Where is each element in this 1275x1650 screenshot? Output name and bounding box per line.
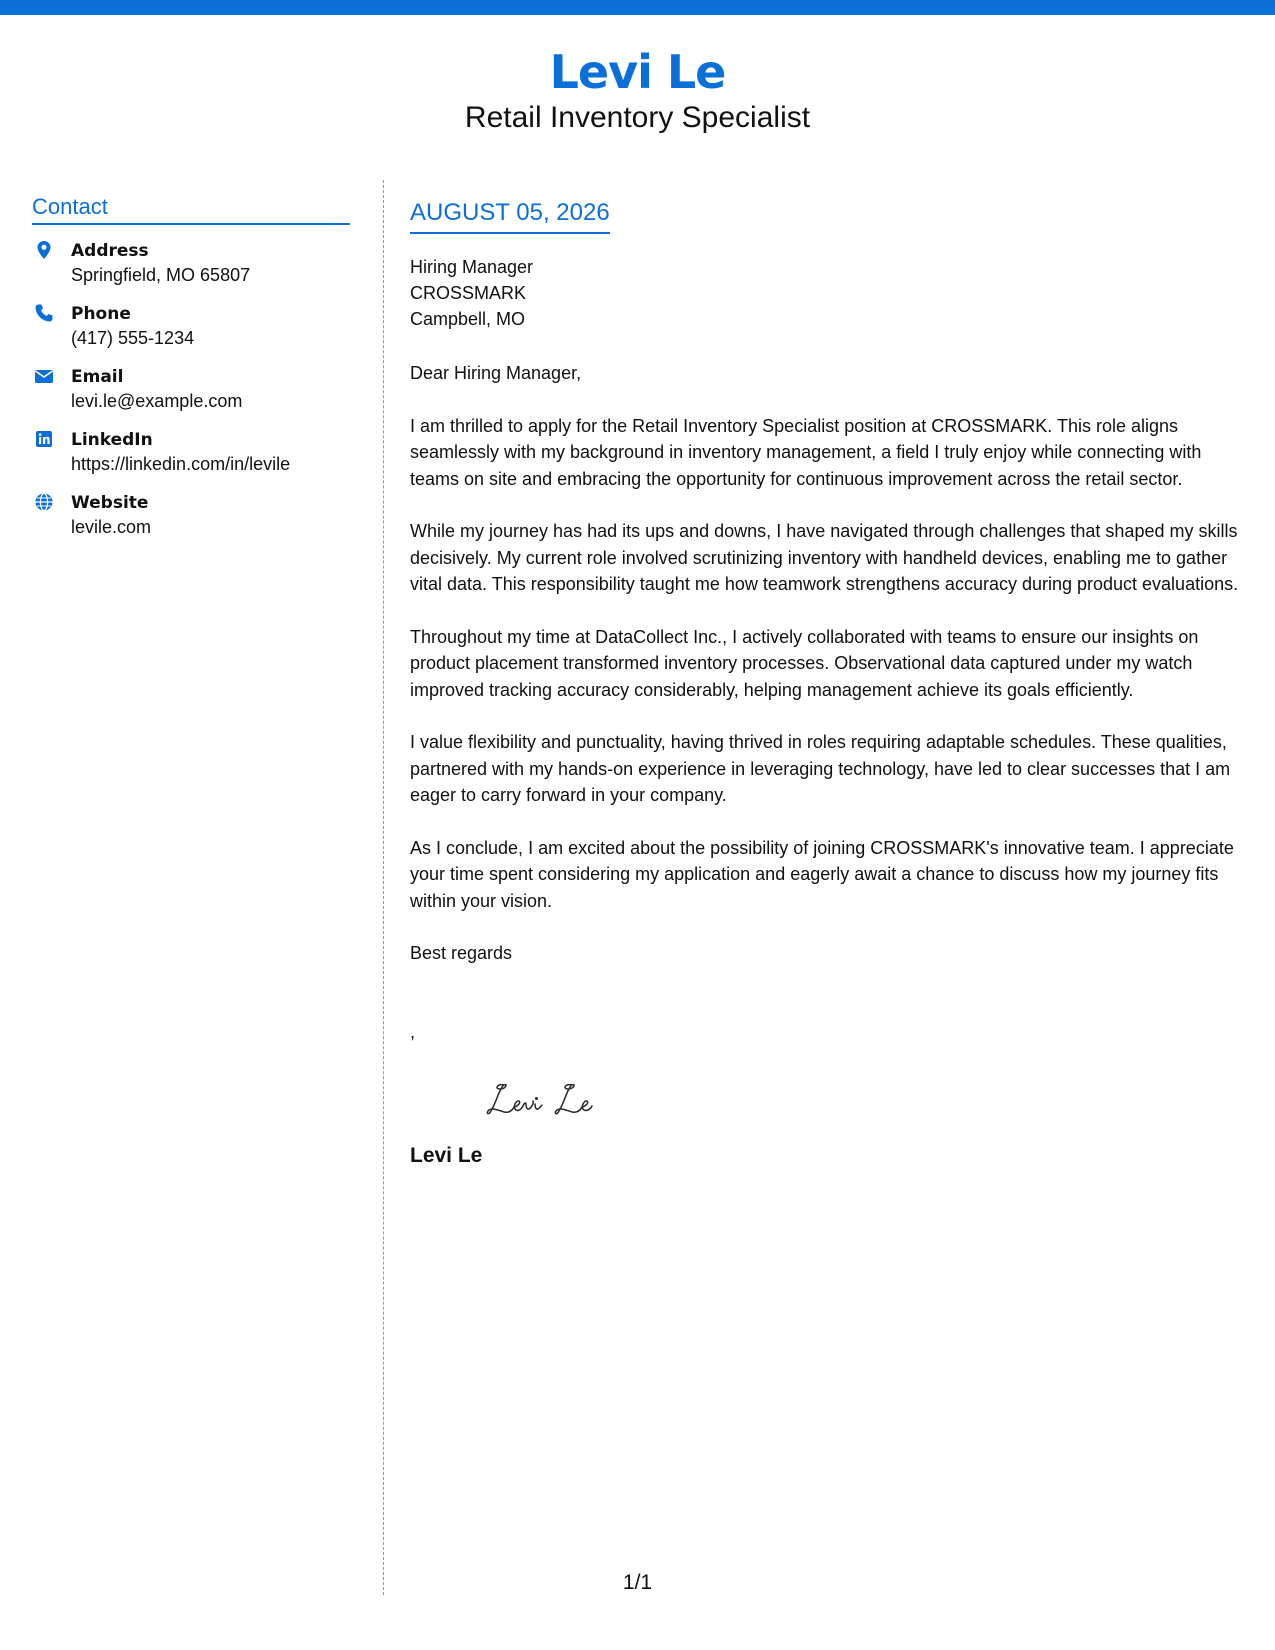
letter-body [410,198,1242,1169]
letter-paragraph: While my journey has had its ups and downs, I have navigated through challenges that shaped my skills decisively. My current role involved scrutinizing inventory with handheld devices, enabling me to gather vital data. This responsibility taught me how teamwork strengthens accuracy during product evaluations. [410,521,1239,594]
salutation: Dear Hiring Manager, [410,363,582,383]
recipient-line: Campbell, MO [410,309,526,329]
recipient-line: Hiring Manager [410,257,534,277]
letter-paragraph: As I conclude, I am excited about the possibility of joining CROSSMARK's innovative team. I appreciate your time spent considering my application and eagerly await a chance to discuss how my journey fits within your vision. [410,837,1234,911]
letter-paragraph: Throughout my time at DataCollect Inc., I actively collaborated with teams to ensure our insights on product placement transformed inventory processes. Observational data captured under my watch improved tracking accuracy considerably, helping management achieve its goals efficiently. [410,626,1199,700]
contact-section-title: Contact [32,194,350,225]
header [0,44,1275,136]
closing: Best regards [410,943,513,963]
linkedin-icon [34,429,54,449]
contact-label: Phone [71,304,131,324]
contact-item-phone [32,302,350,351]
contact-label: Website [71,493,149,513]
letter-date: AUGUST 05, 2026 [410,198,610,234]
contact-item-website [32,491,350,540]
page-number: 1/1 [622,1571,653,1594]
top-accent-bar [0,0,1275,15]
contact-value[interactable]: levi.le@example.com [71,391,243,411]
job-title: Retail Inventory Specialist [464,101,811,134]
contact-label: LinkedIn [71,430,153,450]
contact-item-linkedin [32,428,350,477]
recipient-line: CROSSMARK [410,283,527,303]
contact-value[interactable]: https://linkedin.com/in/levile [71,454,291,474]
contact-value[interactable]: levile.com [71,517,152,537]
handwritten-signature [482,1073,622,1123]
contact-label: Address [71,241,149,261]
contact-sidebar [32,194,350,540]
column-divider [383,180,384,1595]
contact-value: (417) 555-1234 [71,328,195,348]
map-pin-icon [34,240,54,260]
letter-paragraph: I am thrilled to apply for the Retail Inventory Specialist position at CROSSMARK. This role aligns seamlessly with my background in inventory management, a field I truly enjoy while connecting with teams on site and embracing the opportunity for continuous improvement across the retail sector. [410,415,1202,489]
contact-item-email [32,365,350,414]
contact-value: Springfield, MO 65807 [71,265,251,285]
contact-label: Email [71,367,124,387]
closing-comma: , [410,1021,416,1042]
recipient-block [410,254,1242,332]
signer-name: Levi Le [410,1143,483,1167]
phone-icon [34,303,54,323]
globe-icon [34,492,54,512]
contact-item-address [32,239,350,288]
applicant-name: Levi Le [549,45,726,99]
letter-paragraph: I value flexibility and punctuality, having thrived in roles requiring adaptable schedules. These qualities, partnered with my hands-on experience in leveraging technology, have led to clear successes that I am eager to carry forward in your company. [410,732,1231,805]
envelope-icon [34,366,54,386]
